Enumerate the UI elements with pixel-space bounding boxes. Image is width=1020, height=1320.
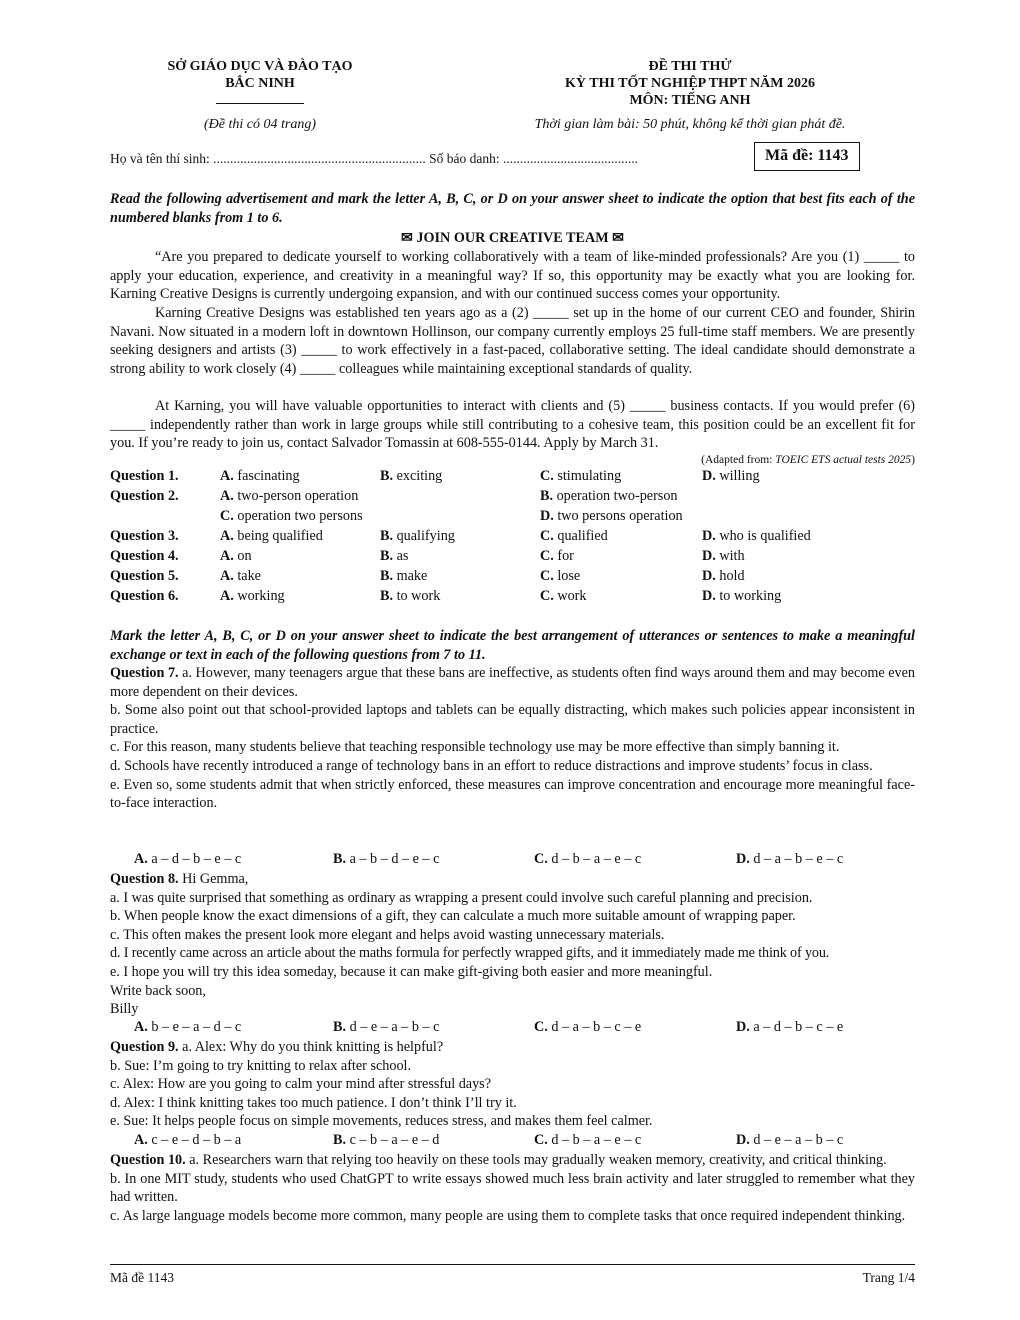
header-underline bbox=[216, 103, 304, 104]
option: C. d – b – a – e – c bbox=[534, 1132, 642, 1148]
sentence-e: e. Sue: It helps people focus on simple movements, reduces stress, and makes them feel calmer. bbox=[110, 1113, 653, 1130]
question-9 bbox=[110, 1038, 915, 1131]
time-note: Thời gian làm bài: 50 phút, không kể thời gian phát đề. bbox=[534, 117, 846, 132]
department-name: SỞ GIÁO DỤC VÀ ĐÀO TẠO bbox=[167, 59, 353, 74]
exam-title-block bbox=[490, 58, 890, 133]
option: B. to work bbox=[380, 588, 441, 604]
option: A. on bbox=[220, 548, 252, 564]
option: A. take bbox=[220, 568, 261, 584]
option: B. exciting bbox=[380, 468, 443, 484]
source-suffix: ) bbox=[911, 454, 915, 466]
source-prefix: (Adapted from: bbox=[701, 454, 776, 466]
footer-page-number: Trang 1/4 bbox=[862, 1270, 915, 1285]
option: D. with bbox=[702, 548, 745, 564]
sentence-b: b. Sue: I’m going to try knitting to relax after school. bbox=[110, 1057, 412, 1074]
closing: Write back soon, bbox=[110, 982, 206, 999]
envelope-icon: ✉ bbox=[400, 230, 413, 246]
question-label: Question 2. bbox=[110, 488, 179, 504]
sentence-d: d. I recently came across an article about the maths formula for perfectly wrapped gifts, and it immediately made me think of you. bbox=[110, 945, 830, 962]
option: C. d – a – b – c – e bbox=[534, 1019, 642, 1035]
exam-code-box: Mã đề: 1143 bbox=[754, 142, 860, 171]
option: A. working bbox=[220, 588, 285, 604]
option: A. two-person operation bbox=[220, 488, 359, 504]
option: B. a – b – d – e – c bbox=[333, 851, 440, 867]
option: C. work bbox=[540, 588, 587, 604]
sentence-a: a. I was quite surprised that something as ordinary as wrapping a present could involve such careful planning and precision. bbox=[110, 889, 813, 906]
section1-instruction: Read the following advertisement and mark the letter A, B, C, or D on your answer sheet to indicate the option that best fits each of the numbered blanks from 1 to 6. bbox=[110, 191, 915, 226]
option: A. being qualified bbox=[220, 528, 323, 544]
section2-instruction: Mark the letter A, B, C, or D on your answer sheet to indicate the best arrangement of utterances or sentences to make a meaningful exchange or text in each of the following questions from 7 to 11. bbox=[110, 628, 915, 663]
option: D. hold bbox=[702, 568, 745, 584]
question-row bbox=[110, 527, 915, 547]
option: B. operation two-person bbox=[540, 488, 678, 504]
question-label: Question 1. bbox=[110, 468, 179, 484]
option: D. who is qualified bbox=[702, 528, 811, 544]
province-name: BẮC NINH bbox=[225, 76, 295, 91]
sentence-b: b. In one MIT study, students who used ChatGPT to write essays showed much less brain activity and later struggled to remember what they had written. bbox=[110, 1170, 915, 1206]
footer-exam-code: Mã đề 1143 bbox=[110, 1270, 174, 1285]
answer-options bbox=[110, 1131, 915, 1151]
sentence-a: a. Alex: Why do you think knitting is helpful? bbox=[182, 1039, 444, 1055]
exam-title: ĐỀ THI THỬ bbox=[648, 59, 732, 74]
sentence-b: b. Some also point out that school-provided laptops and tablets can be equally distracting, which makes such policies appear inconsistent in practice. bbox=[110, 702, 915, 737]
question-label: Question 5. bbox=[110, 568, 179, 584]
sentence-b: b. When people know the exact dimensions of a gift, they can calculate a much more suitable amount of wrapping paper. bbox=[110, 908, 796, 925]
question-label: Question 9. bbox=[110, 1039, 179, 1055]
candidate-info-line: Họ và tên thí sinh: ............................................................... Số báo danh: ........................................ bbox=[110, 151, 638, 166]
question-label: Question 7. bbox=[110, 665, 179, 681]
option: A. c – e – d – b – a bbox=[134, 1132, 242, 1148]
sentence-c: c. Alex: How are you going to calm your mind after stressful days? bbox=[110, 1076, 491, 1093]
answer-options bbox=[110, 850, 915, 870]
question-row bbox=[110, 487, 915, 507]
page-footer bbox=[110, 1264, 915, 1288]
ad-paragraph-2: Karning Creative Designs was established ten years ago as a (2) _____ set up in the home of our current CEO and founder, Shirin Navani. Now situated in a modern loft in downtown Hollinson, our company currently employs 25 full-time staff members. We are presently seeking designers and artists (3) _____ to work effectively in a fast-paced, collaborative setting. The ideal candidate should demonstrate a strong ability to work closely (4) _____ colleagues while maintaining exceptional standards of quality. bbox=[110, 305, 915, 377]
option: B. as bbox=[380, 548, 409, 564]
greeting: Hi Gemma, bbox=[182, 871, 249, 887]
option: D. d – a – b – e – c bbox=[736, 851, 844, 867]
option: C. qualified bbox=[540, 528, 608, 544]
option: C. for bbox=[540, 548, 574, 564]
pages-note: (Đề thi có 04 trang) bbox=[204, 117, 316, 132]
option: D. two persons operation bbox=[540, 508, 683, 524]
option: A. fascinating bbox=[220, 468, 300, 484]
answer-options bbox=[110, 1018, 915, 1038]
question-10 bbox=[110, 1151, 915, 1225]
ad-title: JOIN OUR CREATIVE TEAM bbox=[416, 230, 609, 246]
ad-paragraph-3: At Karning, you will have valuable opportunities to interact with clients and (5) _____ business contacts. If you would prefer (6) _____ independently rather than work in large groups while still contributing to a cohesive team, this position could be an excellent fit for you. If you’re ready to join us, contact Salvador Tomassin at 608-555-0144. Apply by March 31. bbox=[110, 398, 915, 452]
option: D. to working bbox=[702, 588, 782, 604]
option: C. stimulating bbox=[540, 468, 622, 484]
option: A. a – d – b – e – c bbox=[134, 851, 242, 867]
option: B. qualifying bbox=[380, 528, 455, 544]
option: B. make bbox=[380, 568, 428, 584]
exam-name: KỲ THI TỐT NGHIỆP THPT NĂM 2026 bbox=[565, 76, 815, 91]
ad-paragraph-1: “Are you prepared to dedicate yourself to working collaboratively with a team of like-minded professionals? Are you (1) _____ to apply your education, experience, and creativity in a meaningful way? If so, this opportunity may be exactly what you are looking for. Karning Creative Designs is currently undergoing expansion, and with our continued success comes your opportunity. bbox=[110, 249, 915, 303]
option: D. willing bbox=[702, 468, 760, 484]
department-block bbox=[110, 58, 410, 133]
question-row bbox=[110, 467, 915, 487]
sentence-c: c. For this reason, many students believe that teaching responsible technology use may be more effective than simply banning it. bbox=[110, 739, 840, 756]
question-row bbox=[110, 587, 915, 607]
exam-subject: MÔN: TIẾNG ANH bbox=[629, 93, 751, 108]
option: C. operation two persons bbox=[220, 508, 363, 524]
sentence-c: c. This often makes the present look more elegant and helps avoid wasting unnecessary materials. bbox=[110, 926, 665, 943]
question-label: Question 6. bbox=[110, 588, 179, 604]
question-label: Question 3. bbox=[110, 528, 179, 544]
question-row bbox=[110, 507, 915, 527]
option: B. d – e – a – b – c bbox=[333, 1019, 440, 1035]
option: C. lose bbox=[540, 568, 581, 584]
question-8 bbox=[110, 870, 915, 1019]
question-row bbox=[110, 547, 915, 567]
sentence-d: d. Alex: I think knitting takes too much patience. I don’t think I’ll try it. bbox=[110, 1094, 517, 1111]
sentence-e: e. Even so, some students admit that when strictly enforced, these measures can improve concentration and encourage more meaningful face-to-face interaction. bbox=[110, 776, 915, 812]
question-row bbox=[110, 567, 915, 587]
sentence-a: a. Researchers warn that relying too heavily on these tools may gradually weaken memory, creativity, and critical thinking. bbox=[189, 1152, 887, 1168]
option: D. a – d – b – c – e bbox=[736, 1019, 844, 1035]
signature: Billy bbox=[110, 1001, 139, 1018]
question-label: Question 4. bbox=[110, 548, 179, 564]
sentence-e: e. I hope you will try this idea someday, because it can make gift-giving both easier and more meaningful. bbox=[110, 963, 713, 980]
ad-title-row bbox=[110, 229, 915, 248]
sentence-a: a. However, many teenagers argue that these bans are ineffective, as students often find ways around them and may become even more dependent on their devices. bbox=[110, 665, 916, 700]
sentence-c: c. As large language models become more common, many people are using them to complete tasks that once required independent thinking. bbox=[110, 1207, 906, 1224]
option: A. b – e – a – d – c bbox=[134, 1019, 242, 1035]
source-title: TOEIC ETS actual tests 2025 bbox=[775, 454, 912, 466]
option: D. d – e – a – b – c bbox=[736, 1132, 844, 1148]
question-label: Question 8. bbox=[110, 871, 179, 887]
sentence-d: d. Schools have recently introduced a range of technology bans in an effort to reduce distractions and improve students’ focus in class. bbox=[110, 757, 873, 774]
envelope-icon: ✉ bbox=[612, 230, 625, 246]
question-7 bbox=[110, 664, 915, 813]
option: C. d – b – a – e – c bbox=[534, 851, 642, 867]
question-label: Question 10. bbox=[110, 1152, 186, 1168]
option: B. c – b – a – e – d bbox=[333, 1132, 440, 1148]
